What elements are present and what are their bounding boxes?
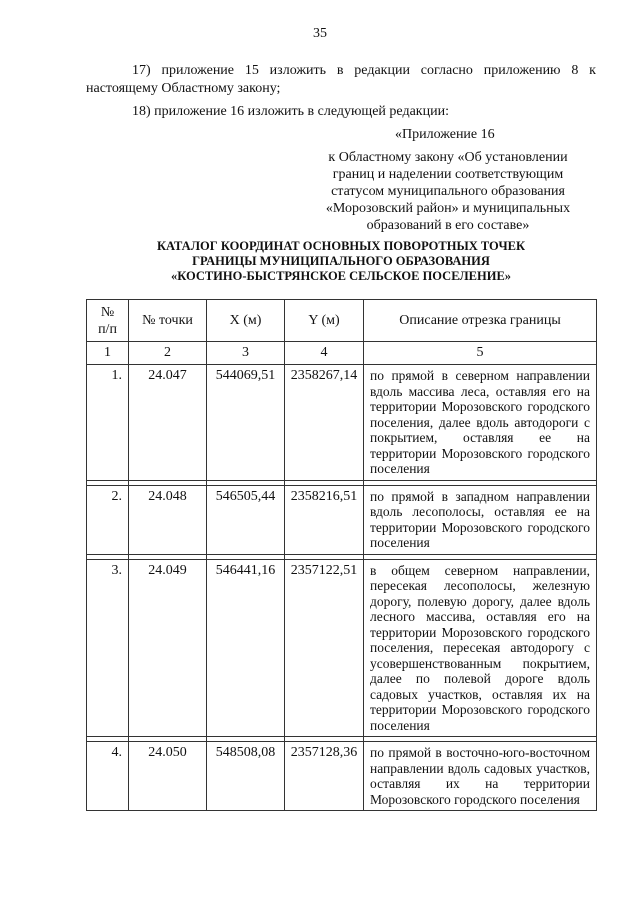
y-coordinate: 2358216,51 [285, 485, 364, 554]
page-number: 35 [313, 26, 327, 41]
row-number: 1. [87, 365, 129, 481]
appendix-line: границ и наделении соответствующим [332, 167, 564, 182]
appendix-line: образований в его составе» [366, 218, 530, 233]
point-number: 24.048 [129, 485, 207, 554]
table-row [87, 485, 597, 554]
column-number-row [87, 342, 597, 365]
table-row [87, 365, 597, 481]
paragraph-18: 18) приложение 16 изложить в следующей редакции: [132, 104, 449, 119]
appendix-line: статусом муниципального образования [331, 184, 565, 199]
x-coordinate: 548508,08 [207, 742, 285, 811]
appendix-line: к Областному закону «Об установлении [328, 150, 568, 165]
coordinates-table [86, 299, 597, 811]
segment-description: по прямой в восточно-юго-восточном направлении вдоль садовых участков, оставляя их на территории Морозовского городского поселения [364, 742, 597, 811]
catalog-title-line: «КОСТИНО-БЫСТРЯНСКОЕ СЕЛЬСКОЕ ПОСЕЛЕНИЕ» [170, 269, 512, 283]
x-coordinate: 544069,51 [207, 365, 285, 481]
row-number: 2. [87, 485, 129, 554]
y-coordinate: 2358267,14 [285, 365, 364, 481]
header-y: Y (м) [285, 300, 364, 342]
appendix-line: «Морозовский район» и муниципальных [325, 201, 571, 216]
x-coordinate: 546441,16 [207, 559, 285, 737]
point-number: 24.050 [129, 742, 207, 811]
row-number: 3. [87, 559, 129, 737]
row-number: 4. [87, 742, 129, 811]
segment-description: по прямой в западном направлении вдоль лесополосы, оставляя ее на территории Морозовского городского поселения [364, 485, 597, 554]
table-row [87, 742, 597, 811]
point-number: 24.047 [129, 365, 207, 481]
header-point: № точки [129, 300, 207, 342]
y-coordinate: 2357122,51 [285, 559, 364, 737]
catalog-title-line: КАТАЛОГ КООРДИНАТ ОСНОВНЫХ ПОВОРОТНЫХ ТОЧЕК [156, 239, 526, 253]
column-number: 4 [285, 342, 364, 365]
paragraph-17: 17) приложение 15 изложить в редакции согласно приложению 8 к настоящему Областному закону; [86, 63, 596, 96]
table-header-row [87, 300, 597, 342]
header-x: X (м) [207, 300, 285, 342]
segment-description: в общем северном направлении, пересекая лесополосы, железную дорогу, полевую дорогу, далее вдоль лесного массива, оставляя его на территории Морозовского городского поселения, пересекая автодорогу с усовершенствованным покрытием, далее по полевой дороге вдоль садовых участков, оставляя их на территории Морозовского городского поселения [364, 559, 597, 737]
header-no: № п/п [87, 300, 129, 342]
column-number: 2 [129, 342, 207, 365]
header-description: Описание отрезка границы [364, 300, 597, 342]
point-number: 24.049 [129, 559, 207, 737]
y-coordinate: 2357128,36 [285, 742, 364, 811]
segment-description: по прямой в северном направлении вдоль массива леса, оставляя его на территории Морозовского городского поселения, далее вдоль автодороги с покрытием, оставляя ее на территории Морозовского городского поселения [364, 365, 597, 481]
column-number: 5 [364, 342, 597, 365]
x-coordinate: 546505,44 [207, 485, 285, 554]
column-number: 3 [207, 342, 285, 365]
table-row [87, 559, 597, 737]
catalog-title-line: ГРАНИЦЫ МУНИЦИПАЛЬНОГО ОБРАЗОВАНИЯ [192, 254, 490, 268]
catalog-title [86, 239, 596, 284]
appendix-subtitle [300, 149, 596, 234]
appendix-title: «Приложение 16 [395, 127, 495, 142]
column-number: 1 [87, 342, 129, 365]
